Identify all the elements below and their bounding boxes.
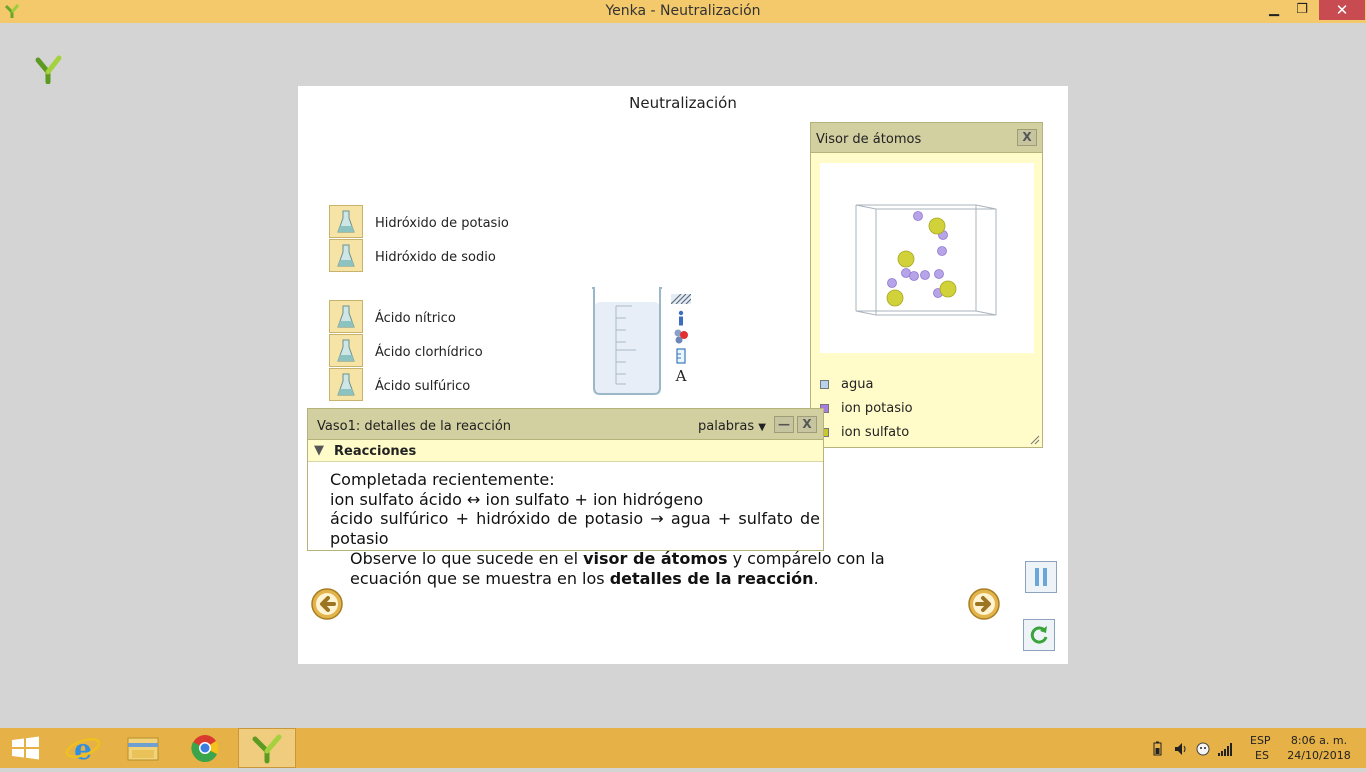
language-indicator[interactable] [1250,734,1271,762]
atom-box-illustration [820,163,1034,353]
instr-bold: detalles de la reacción [609,568,814,588]
atom-viewer-panel [810,122,1043,448]
molecule-icon[interactable] [671,327,691,345]
previous-page-button[interactable] [311,588,343,620]
next-page-button[interactable] [968,588,1000,620]
refresh-icon [1024,620,1054,650]
restore-button[interactable] [1290,0,1314,20]
collapse-triangle-icon: ▼ [314,443,324,458]
chrome-icon [176,728,234,768]
reaction-line: Completada recientemente: [330,470,555,489]
flask-icon [337,210,355,234]
window-title: Yenka - Neutralización [605,3,761,19]
reaction-panel-header[interactable] [308,409,823,440]
minimize-icon: — [778,417,790,431]
taskbar-file-explorer[interactable] [114,728,172,768]
flask-icon [337,339,355,363]
instr-text: . [813,568,819,588]
reaction-panel-minimize-button[interactable] [774,416,794,433]
chemical-button-hidroxido-sodio[interactable] [329,239,363,272]
legend-swatch [820,380,829,389]
yenka-icon [239,729,295,767]
yenka-app-logo-icon [34,54,62,84]
instr-text: Observe lo que sucede en el [350,549,584,568]
chemical-button-acido-clorhidrico[interactable] [329,334,363,367]
beaker[interactable] [590,286,666,398]
flask-icon [337,373,355,397]
svg-text:A: A [675,367,687,384]
chemical-label: Ácido clorhídrico [375,345,483,360]
reaction-details-panel [307,408,824,551]
reaction-panel-close-button[interactable]: X [797,416,817,433]
volume-icon [1175,743,1185,755]
pause-button[interactable] [1025,561,1057,593]
reaction-line: ion sulfato ácido ↔ ion sulfato + ion hidrógeno [330,489,704,509]
close-window-button[interactable]: ✕ [1319,0,1365,20]
language-bottom: ES [1255,749,1269,762]
taskbar-internet-explorer[interactable] [54,728,112,768]
atom-viewer-header[interactable] [811,123,1042,153]
flask-icon [337,305,355,329]
restore-icon: ❐ [1296,2,1308,17]
reaction-panel-title: Vaso1: detalles de la reacción [317,419,512,434]
clock-time: 8:06 a. m. [1290,734,1348,747]
chemical-label: Ácido sulfúrico [375,379,471,394]
battery-icon [1154,742,1161,756]
hatch-grip-icon[interactable] [671,294,691,304]
reactions-section-header[interactable] [308,440,823,462]
minimize-icon: ▁ [1269,2,1279,17]
app-tray-icon [1197,743,1209,755]
chemical-button-acido-sulfurico[interactable] [329,368,363,401]
beaker-toolbox [671,289,691,384]
chemical-label: Hidróxido de potasio [375,216,509,231]
svg-text:e: e [74,733,92,766]
chemical-button-hidroxido-potasio[interactable] [329,205,363,238]
language-top: ESP [1250,734,1271,747]
taskbar [0,728,1366,768]
internet-explorer-icon [54,728,112,768]
info-icon[interactable] [671,309,691,327]
reactions-section-label: Reacciones [334,444,417,459]
chemical-button-acido-nitrico[interactable] [329,300,363,333]
reaction-text [330,470,820,548]
instr-bold: visor de átomos [583,549,728,568]
instructions-text [350,549,910,588]
legend-label: ion potasio [841,401,913,416]
pause-icon [1026,562,1056,592]
mode-dropdown[interactable] [698,419,766,434]
legend-label: ion sulfato [841,425,910,440]
chemical-label: Hidróxido de sodio [375,250,496,265]
reset-button[interactable] [1023,619,1055,651]
reaction-line: ácido sulfúrico + hidróxido de potasio → agua + sulfato de potasio [330,509,820,548]
minimize-button[interactable] [1262,0,1286,20]
mode-dropdown-label: palabras [698,419,755,434]
clock[interactable] [1286,734,1352,762]
flask-icon [337,244,355,268]
measuring-cylinder-icon[interactable] [671,347,691,365]
atom-3d-view[interactable] [820,163,1034,353]
window-titlebar [0,0,1366,23]
page-title: Neutralización [629,94,737,112]
legend-label: agua [841,377,874,392]
folder-icon [114,728,172,768]
instr-text: y compárelo con la ecuación que se muestra en los [350,549,885,588]
atom-viewer-close-button[interactable]: X [1017,129,1037,146]
caret-down-icon: ▼ [758,422,766,433]
signal-icon [1218,743,1232,756]
atom-viewer-title: Visor de átomos [816,132,922,147]
start-button[interactable] [0,728,58,768]
taskbar-chrome[interactable] [176,728,234,768]
resize-grip-icon[interactable] [1028,433,1040,445]
chemical-label: Ácido nítrico [375,311,456,326]
text-tool-icon[interactable] [671,366,691,384]
system-tray-icons [1150,740,1250,758]
taskbar-yenka[interactable] [238,728,296,768]
simulation-stage [298,86,1068,664]
clock-date: 24/10/2018 [1287,749,1351,762]
windows-logo-icon [0,728,58,768]
